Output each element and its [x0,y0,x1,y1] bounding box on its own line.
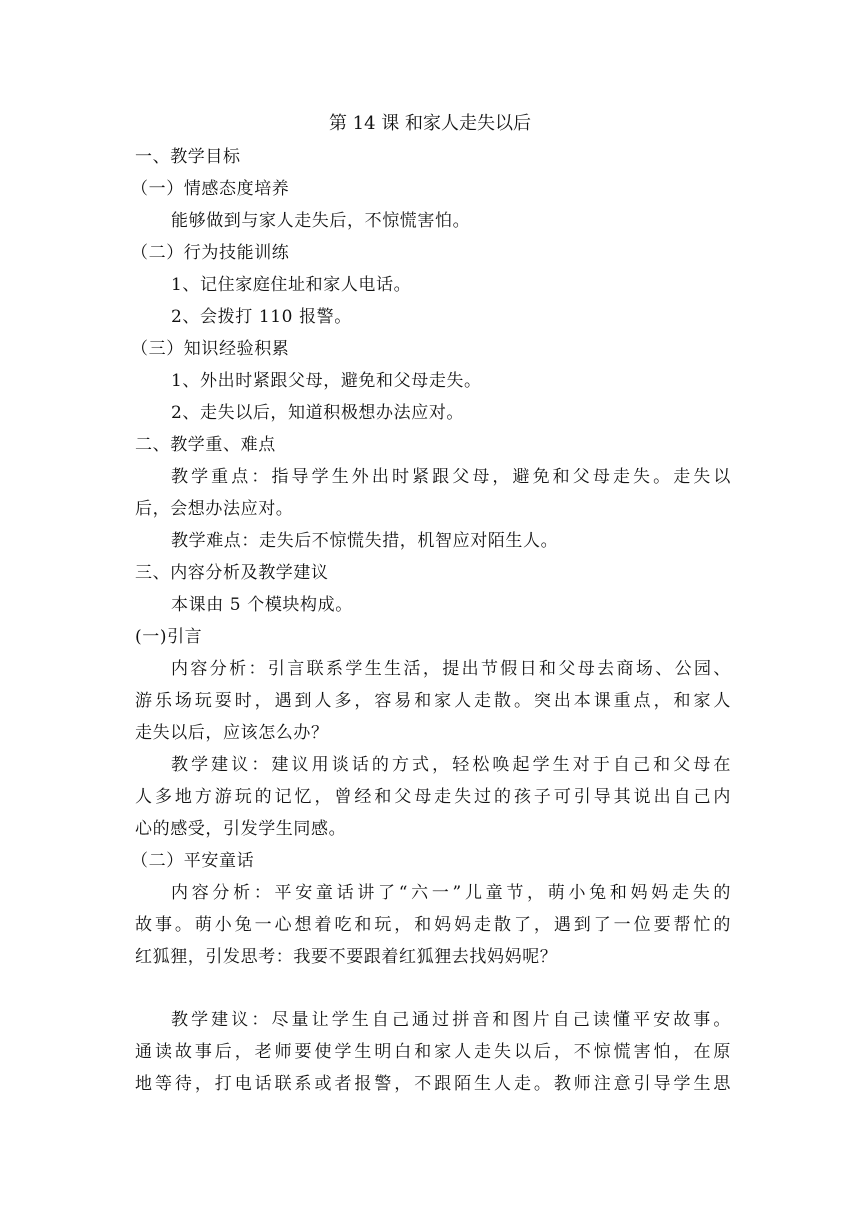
subheading-knowledge: （三）知识经验积累 [131,339,290,359]
section-heading-key-points: 二、教学重、难点 [135,435,276,455]
paragraph-line: 后，会想办法应对。 [135,499,294,519]
subheading-attitude: （一）情感态度培养 [131,179,290,199]
paragraph-line: 心的感受，引发学生同感。 [135,819,347,839]
list-item: 1、记住家庭住址和家人电话。 [171,275,412,295]
list-item: 1、外出时紧跟父母，避免和父母走失。 [171,371,482,391]
section-heading-analysis: 三、内容分析及教学建议 [135,563,329,583]
list-item: 2、走失以后，知道积极想办法应对。 [171,403,465,423]
lesson-title: 第 14 课 和家人走失以后 [328,113,532,134]
section-heading-objectives: 一、教学目标 [135,147,241,167]
paragraph-line: 教学建议：尽量让学生自己通过拼音和图片自己读懂平安故事。 [171,1010,731,1030]
paragraph-line: 教学建议：建议用谈话的方式，轻松唤起学生对于自己和父母在 [171,755,731,775]
paragraph-line: 通读故事后，老师要使学生明白和家人走失以后，不惊慌害怕，在原 [135,1042,731,1062]
subheading-introduction: (一)引言 [135,627,203,647]
paragraph-line: 红狐狸，引发思考：我要不要跟着红狐狸去找妈妈呢？ [135,947,558,967]
paragraph-line: 本课由 5 个模块构成。 [171,595,353,615]
paragraph-line: 内容分析：平安童话讲了“六一”儿童节，萌小兔和妈妈走失的 [171,883,731,903]
paragraph-line: 游乐场玩耍时，遇到人多，容易和家人走散。突出本课重点，和家人 [135,691,731,711]
paragraph-line: 能够做到与家人走失后，不惊慌害怕。 [171,211,471,231]
list-item: 2、会拨打 110 报警。 [171,307,352,327]
paragraph-line: 内容分析：引言联系学生生活，提出节假日和父母去商场、公园、 [171,659,731,679]
paragraph-line: 故事。萌小兔一心想着吃和玩，和妈妈走散了，遇到了一位要帮忙的 [135,915,731,935]
paragraph-line: 走失以后，应该怎么办？ [135,723,329,743]
paragraph-line: 教学难点：走失后不惊慌失措，机智应对陌生人。 [171,531,559,551]
subheading-safety-fairy-tale: （二）平安童话 [131,851,255,871]
paragraph-line: 教学重点：指导学生外出时紧跟父母，避免和父母走失。走失以 [171,467,731,487]
paragraph-line: 人多地方游玩的记忆，曾经和父母走失过的孩子可引导其说出自己内 [135,787,731,807]
subheading-skills: （二）行为技能训练 [131,243,290,263]
paragraph-line: 地等待，打电话联系或者报警，不跟陌生人走。教师注意引导学生思 [135,1074,731,1094]
